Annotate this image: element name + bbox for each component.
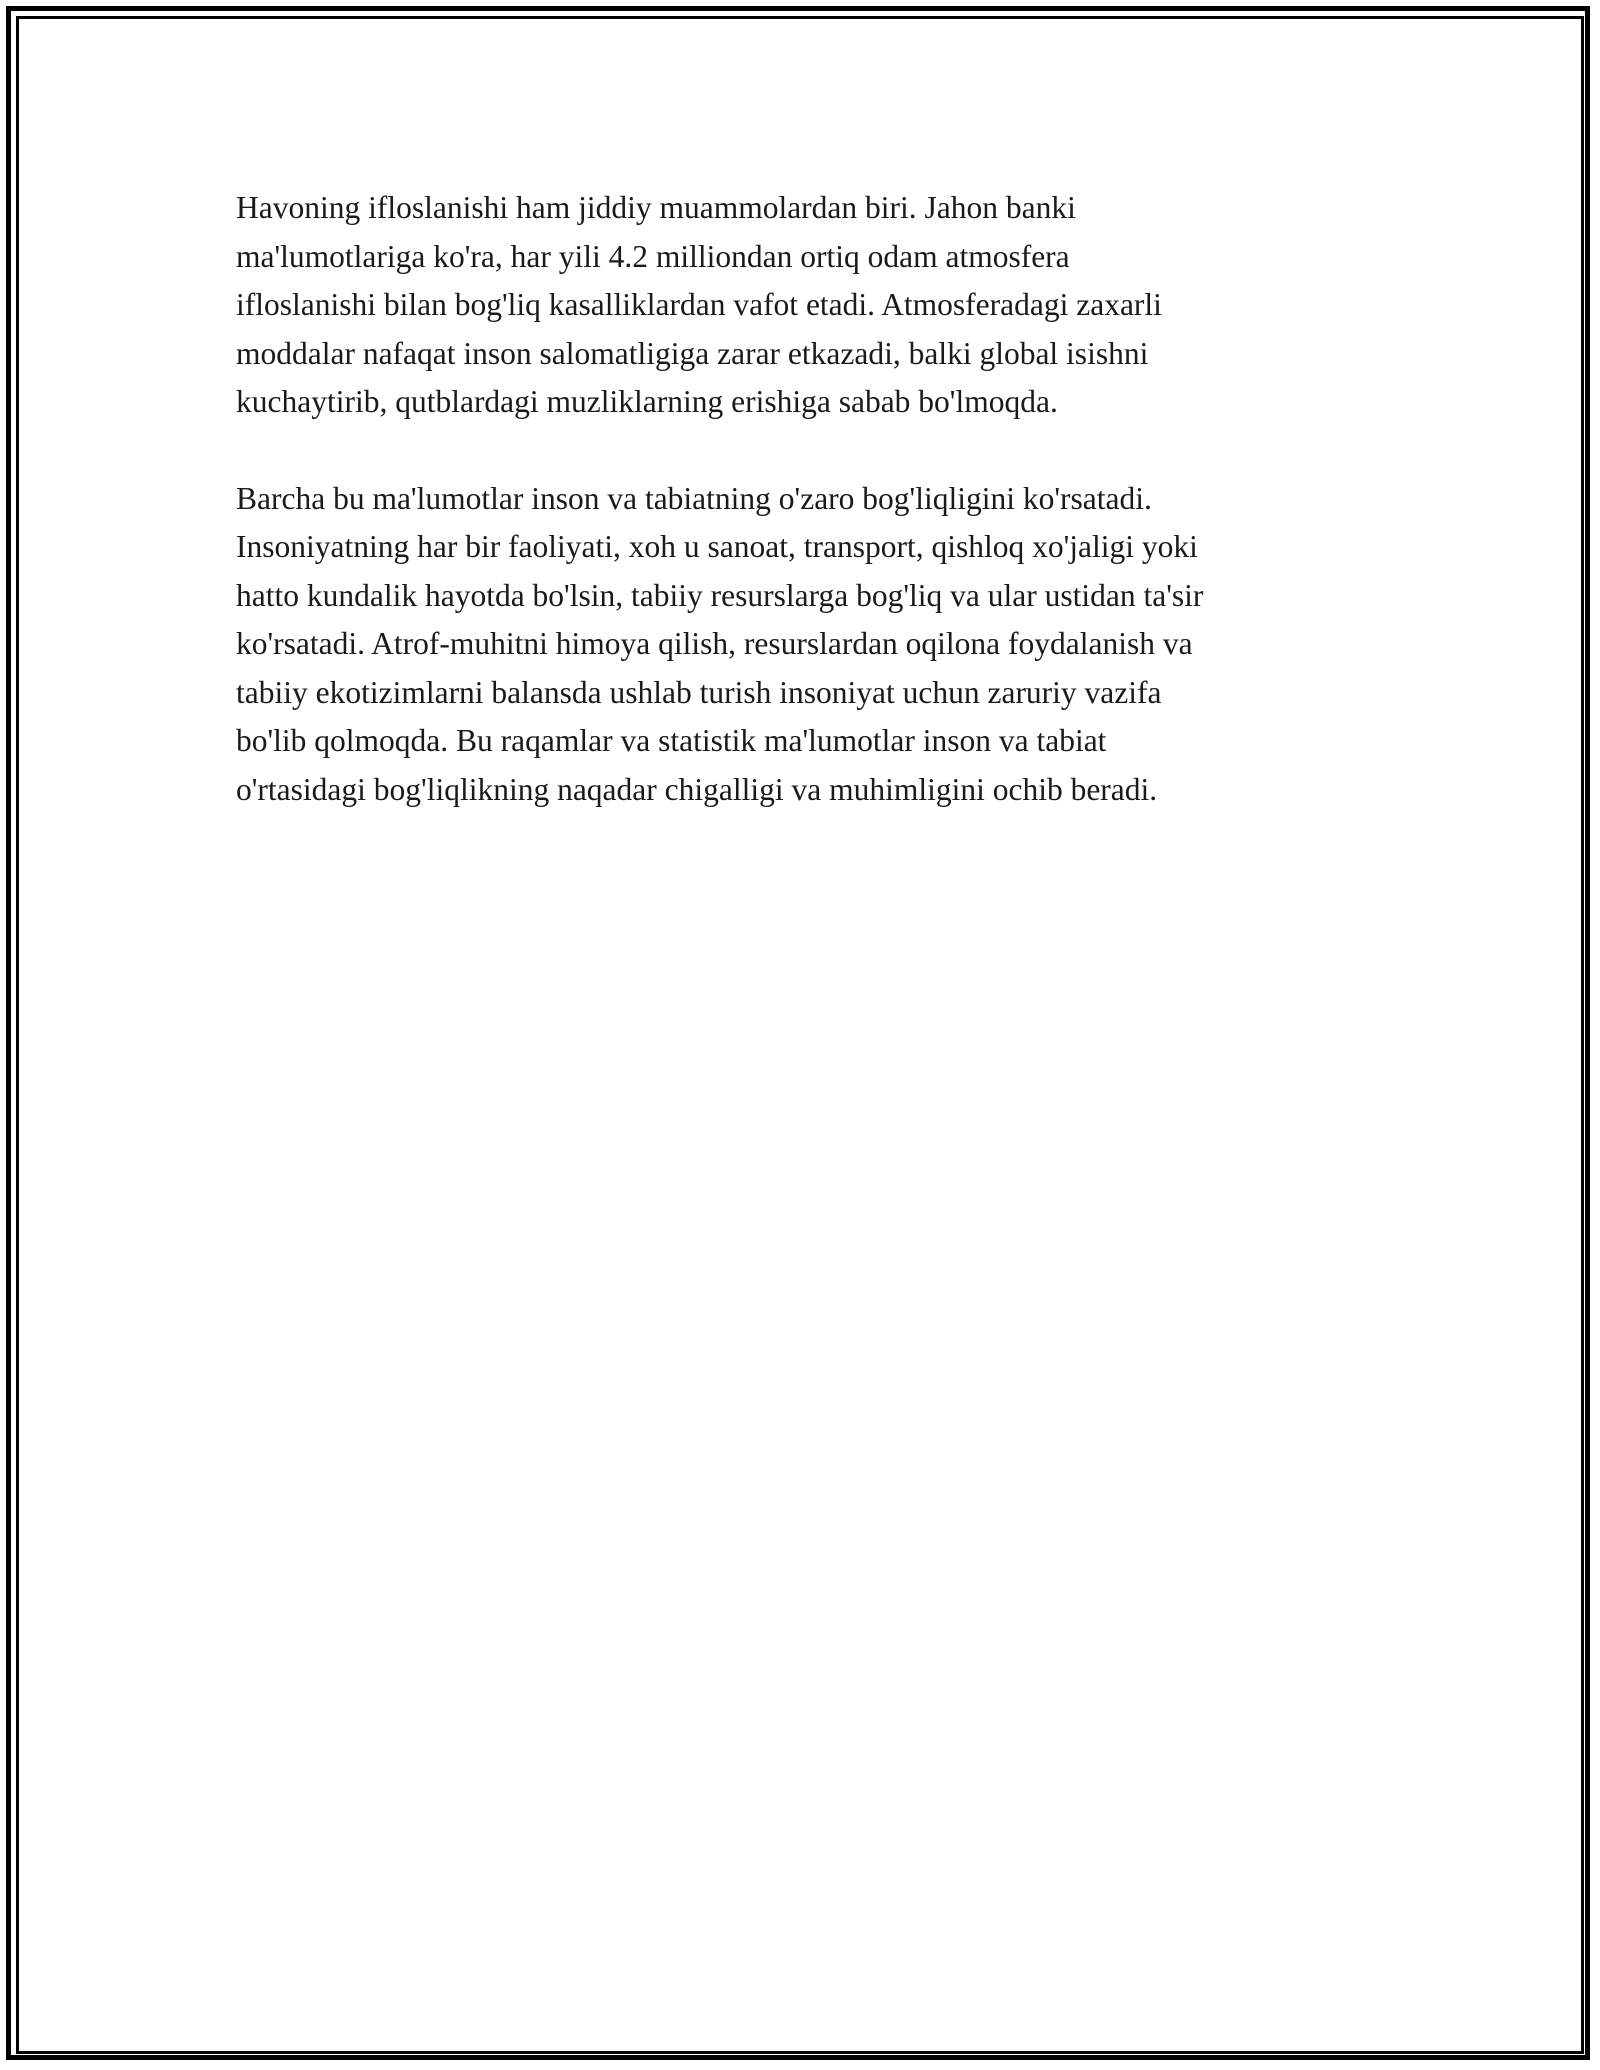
paragraph-conclusion: Barcha bu ma'lumotlar inson va tabiatning o'zaro bog'liqligini ko'rsatadi. Insoniyatning har bir faoliyati, xoh u sanoat, transport, qishloq xo'jaligi yoki hatto kundalik hayotda bo'lsin, tabiiy resurslarga bog'liq va ular ustidan ta'sir ko'rsatadi. Atrof-muhitni himoya qilish, resurslardan oqilona foydalanish va tabiiy ekotizimlarni balansda ushlab turish insoniyat uchun zaruriy vazifa bo'lib qolmoqda. Bu raqamlar va statistik ma'lumotlar inson va tabiat o'rtasidagi bog'liqlikning naqadar chigalligi va muhimligini ochib beradi. [236,480,1204,807]
document-body [236,184,1376,862]
paragraph-air-pollution: Havoning ifloslanishi ham jiddiy muammolardan biri. Jahon banki ma'lumotlariga ko'ra, har yili 4.2 milliondan ortiq odam atmosfera ifloslanishi bilan bog'liq kasalliklardan vafot etadi. Atmosferadagi zaxarli moddalar nafaqat inson salomatligiga zarar etkazadi, balki global isishni kuchaytirib, qutblardagi muzliklarning erishiga sabab bo'lmoqda. [236,190,1162,419]
